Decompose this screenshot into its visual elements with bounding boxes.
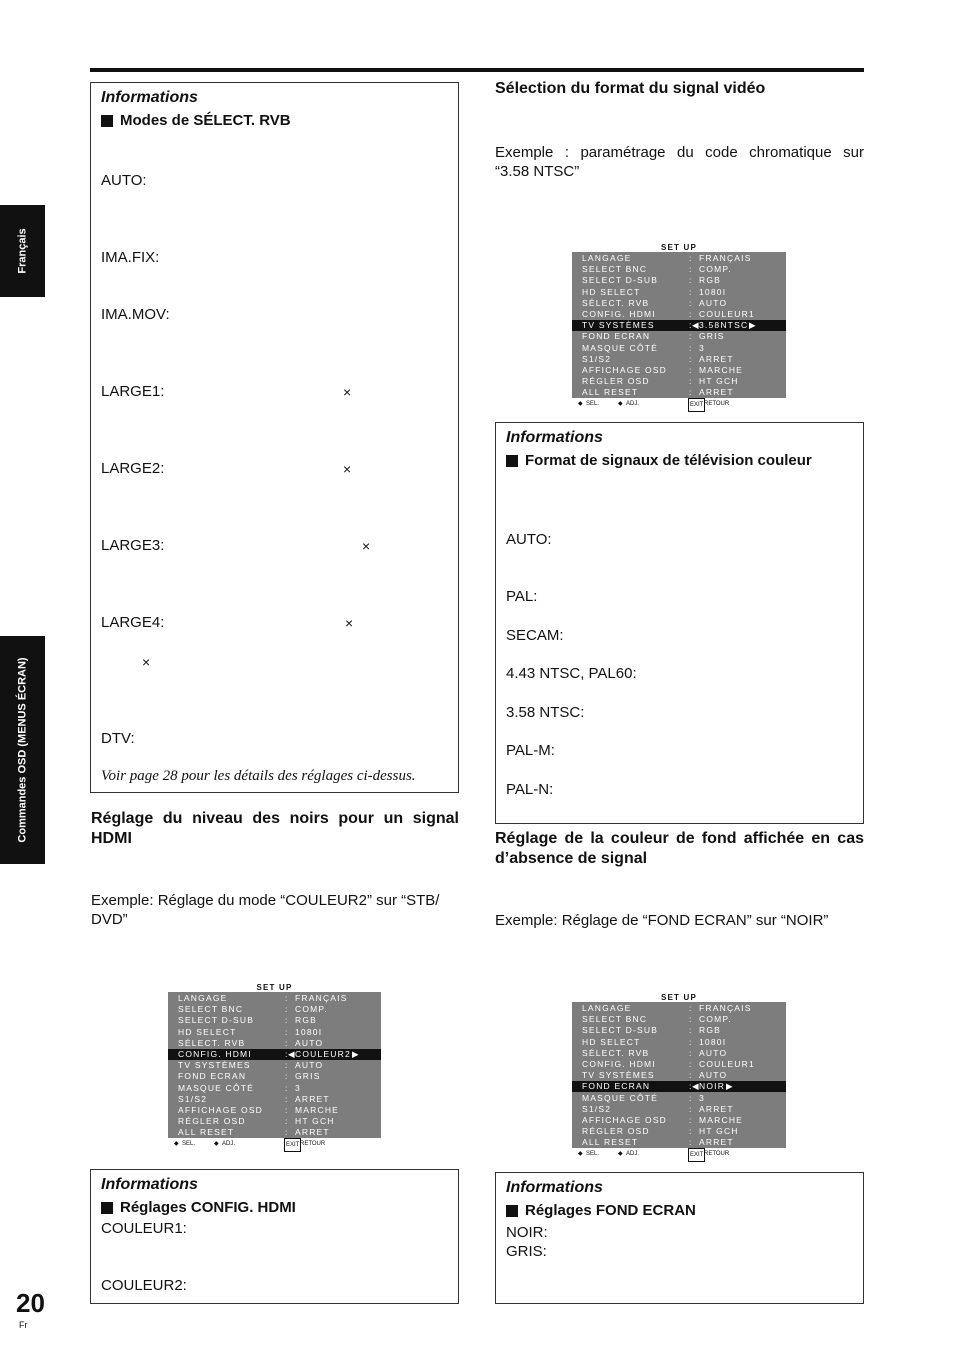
osd-colon: :: [285, 1060, 289, 1071]
osd-row-label: RÉGLER OSD: [582, 376, 650, 387]
osd-row-value: COULEUR2: [295, 1049, 351, 1059]
page-lang: Fr: [19, 1320, 28, 1330]
osd-row-value: RGB: [295, 1015, 318, 1026]
video-heading: Sélection du format du signal vidéo: [495, 80, 766, 97]
hdmi-item-couleur1: COULEUR1:: [101, 1220, 187, 1237]
hdmi-item-couleur2: COULEUR2:: [101, 1277, 187, 1294]
osd-colon: :: [689, 1025, 693, 1036]
osd-row-value: AUTO: [295, 1060, 324, 1071]
osd-row-label: RÉGLER OSD: [178, 1116, 246, 1127]
osd-row: [572, 354, 786, 365]
osd-colon: :: [689, 353, 693, 364]
osd-colon: :: [689, 264, 693, 275]
leftright-arrow-icon: ◆: [214, 1141, 219, 1147]
osd-footer-exit: EXIT: [284, 1138, 301, 1152]
tv-item-palm: PAL-M:: [506, 742, 555, 759]
osd-colon: :: [285, 993, 289, 1003]
osd-row-value: 1080I: [699, 286, 727, 297]
osd-row-value: HT GCH: [295, 1116, 335, 1127]
osd-colon: :: [285, 1082, 289, 1093]
osd-row: [572, 1081, 786, 1092]
osd-row: [168, 1105, 381, 1116]
osd-colon: :: [285, 1015, 289, 1026]
osd-colon: :: [285, 1105, 289, 1115]
info-subtitle-text: Modes de SÉLECT. RVB: [120, 112, 291, 129]
top-rule: [90, 68, 864, 72]
info-title: Informations: [101, 1176, 198, 1193]
osd-row: [168, 1116, 381, 1127]
tv-item-paln: PAL-N:: [506, 781, 554, 798]
osd-row-value: COULEUR1: [699, 1059, 755, 1069]
osd-colon: :: [689, 253, 693, 263]
tv-item-443ntsc: 4.43 NTSC, PAL60:: [506, 665, 637, 682]
osd-row: [572, 343, 786, 354]
square-bullet-icon: [101, 115, 113, 127]
osd-row-value: ARRET: [295, 1093, 330, 1104]
osd-footer-return: RETOUR: [704, 401, 730, 407]
osd-row: [168, 1038, 381, 1049]
osd-colon: :: [689, 1092, 693, 1103]
square-bullet-icon: [506, 455, 518, 467]
side-tab-section: [0, 636, 45, 864]
osd-colon: :: [689, 320, 693, 331]
osd-colon: :: [689, 309, 693, 319]
osd-row-label: LANGAGE: [178, 993, 228, 1003]
osd-row-value: ARRET: [699, 1103, 734, 1114]
osd-colon: :: [689, 387, 693, 398]
square-bullet-icon: [506, 1205, 518, 1217]
rvb-item-large1: LARGE1:: [101, 383, 165, 400]
osd-row-value: GRIS: [699, 331, 725, 342]
osd-row-label: SELECT BNC: [582, 1014, 648, 1025]
osd-row: [572, 1003, 786, 1014]
osd-row-label: TV SYSTÈMES: [582, 320, 655, 331]
osd-arrow-left-icon: ◀: [692, 320, 700, 331]
times-mark: ×: [343, 461, 352, 477]
info-subtitle: [506, 1202, 696, 1219]
osd-row-label: ALL RESET: [582, 387, 639, 398]
osd-colon: :: [689, 1003, 693, 1013]
side-tab-language-label: Français: [16, 228, 29, 274]
osd-row: [572, 1126, 786, 1137]
osd-footer-adj: ADJ.: [222, 1141, 236, 1147]
osd-row-label: SÉLECT. RVB: [178, 1037, 246, 1048]
leftright-arrow-icon: ◆: [618, 1151, 623, 1157]
osd-row-value: COMP.: [295, 1004, 328, 1015]
hdmi-heading-line2: HDMI: [91, 830, 132, 847]
tv-info-box: [495, 422, 864, 824]
osd-footer: [168, 1138, 381, 1150]
osd-footer-exit: EXIT: [688, 398, 705, 412]
osd-footer: [572, 1148, 786, 1160]
bg-heading-line2: d’absence de signal: [495, 850, 648, 867]
osd-row: [168, 1094, 381, 1105]
osd-colon: :: [285, 1026, 289, 1037]
side-tab-language: [0, 205, 45, 297]
osd-row: [168, 1071, 381, 1082]
info-subtitle: [101, 1199, 296, 1216]
osd-row-value: HT GCH: [699, 1126, 739, 1137]
osd-row: [572, 1037, 786, 1048]
osd-row-value: AUTO: [699, 1070, 728, 1081]
times-mark: ×: [343, 384, 352, 400]
osd-row: [572, 1025, 786, 1036]
osd-row: [168, 1004, 381, 1015]
osd-footer-sel: SEL.: [182, 1141, 196, 1147]
video-example-line2: “3.58 NTSC”: [495, 163, 580, 180]
osd-footer-exit: EXIT: [688, 1148, 705, 1162]
video-example-line1: Exemple : paramétrage du code chromatique sur: [495, 144, 864, 161]
osd-row-value: HT GCH: [699, 376, 739, 387]
osd-row-value: RGB: [699, 1025, 722, 1036]
osd-row: [572, 365, 786, 376]
osd-menu-hdmi: [168, 983, 381, 1150]
osd-row-value: AUTO: [295, 1037, 324, 1048]
osd-row: [572, 1104, 786, 1115]
hdmi-info-box: [90, 1169, 459, 1304]
osd-row-label: TV SYSTÈMES: [178, 1060, 251, 1071]
info-title: Informations: [101, 89, 198, 106]
osd-row: [572, 253, 786, 264]
osd-colon: :: [689, 1059, 693, 1069]
osd-row: [572, 298, 786, 309]
rvb-item-large2: LARGE2:: [101, 460, 165, 477]
osd-arrow-left-icon: ◀: [692, 1081, 700, 1092]
osd-row-value: FRANÇAIS: [295, 993, 348, 1003]
osd-row: [168, 1060, 381, 1071]
info-subtitle: [101, 112, 291, 129]
osd-colon: :: [689, 1103, 693, 1114]
osd-row-label: TV SYSTÈMES: [582, 1070, 655, 1081]
osd-row: [572, 1070, 786, 1081]
osd-colon: :: [689, 376, 693, 387]
tv-item-auto: AUTO:: [506, 531, 552, 548]
osd-footer: [572, 398, 786, 410]
osd-row-label: LANGAGE: [582, 1003, 632, 1013]
info-subtitle-text: Réglages CONFIG. HDMI: [120, 1199, 296, 1216]
osd-row-label: S1/S2: [178, 1093, 208, 1104]
osd-row: [572, 1059, 786, 1070]
osd-row-label: S1/S2: [582, 1103, 612, 1114]
osd-row: [572, 1048, 786, 1059]
osd-row-value: 1080I: [699, 1036, 727, 1047]
osd-arrow-right-icon: ▶: [726, 1081, 734, 1092]
osd-row-label: ALL RESET: [582, 1137, 639, 1148]
rvb-info-box: [90, 82, 459, 793]
osd-row: [168, 1127, 381, 1138]
bg-heading-line1: Réglage de la couleur de fond affichée en cas: [495, 830, 864, 847]
osd-row: [572, 376, 786, 387]
osd-row-label: MASQUE CÔTÉ: [582, 342, 659, 353]
osd-colon: :: [689, 286, 693, 297]
tv-item-358ntsc: 3.58 NTSC:: [506, 704, 585, 721]
osd-row-label: HD SELECT: [582, 1036, 641, 1047]
info-title: Informations: [506, 1179, 603, 1196]
osd-colon: :: [285, 1093, 289, 1104]
osd-title: SET UP: [572, 243, 786, 252]
osd-row-value: COMP.: [699, 264, 732, 275]
square-bullet-icon: [101, 1202, 113, 1214]
osd-footer-adj: ADJ.: [626, 401, 640, 407]
osd-row-value: 1080I: [295, 1026, 323, 1037]
osd-row-value: 3: [295, 1082, 301, 1093]
osd-footer-return: RETOUR: [704, 1151, 730, 1157]
osd-row-value: ARRET: [295, 1127, 330, 1138]
osd-row-value: GRIS: [295, 1071, 321, 1082]
osd-row-label: SELECT D-SUB: [582, 275, 659, 286]
bg-example: Exemple: Réglage de “FOND ECRAN” sur “NOIR”: [495, 912, 829, 929]
rvb-item-dtv: DTV:: [101, 730, 135, 747]
osd-row-value: MARCHE: [295, 1105, 340, 1115]
rvb-item-imamov: IMA.MOV:: [101, 306, 170, 323]
osd-colon: :: [689, 1014, 693, 1025]
osd-colon: :: [689, 1070, 693, 1081]
bg-item-noir: NOIR:: [506, 1224, 548, 1241]
osd-row-value: AUTO: [699, 1047, 728, 1058]
osd-colon: :: [689, 297, 693, 308]
osd-colon: :: [689, 1047, 693, 1058]
osd-colon: :: [689, 331, 693, 342]
osd-row-label: FOND ECRAN: [582, 331, 651, 342]
osd-row: [572, 287, 786, 298]
osd-row: [168, 1049, 381, 1060]
osd-row: [168, 993, 381, 1004]
osd-colon: :: [689, 275, 693, 286]
osd-row-label: AFFICHAGE OSD: [582, 365, 668, 375]
osd-menu-bg: [572, 993, 786, 1160]
osd-row-value: ARRET: [699, 387, 734, 398]
info-subtitle-text: Format de signaux de télévision couleur: [525, 452, 812, 469]
osd-row-value: COULEUR1: [699, 309, 755, 319]
osd-arrow-right-icon: ▶: [749, 320, 757, 331]
osd-row-value: AUTO: [699, 297, 728, 308]
updown-arrow-icon: ◆: [174, 1141, 179, 1147]
osd-row-value: FRANÇAIS: [699, 253, 752, 263]
osd-colon: :: [285, 1071, 289, 1082]
osd-row-label: AFFICHAGE OSD: [582, 1115, 668, 1125]
osd-row-label: ALL RESET: [178, 1127, 235, 1138]
osd-row-label: HD SELECT: [178, 1026, 237, 1037]
updown-arrow-icon: ◆: [578, 401, 583, 407]
rvb-note: Voir page 28 pour les détails des réglages ci-dessus.: [101, 768, 416, 784]
osd-row-label: CONFIG. HDMI: [582, 1059, 656, 1069]
osd-row: [572, 264, 786, 275]
osd-row-label: FOND ECRAN: [582, 1081, 651, 1092]
osd-row-value: FRANÇAIS: [699, 1003, 752, 1013]
updown-arrow-icon: ◆: [578, 1151, 583, 1157]
osd-row-label: SELECT BNC: [582, 264, 648, 275]
osd-footer-sel: SEL.: [586, 1151, 600, 1157]
tv-item-secam: SECAM:: [506, 627, 564, 644]
side-tab-section-label: Commandes OSD (MENUS ÉCRAN): [16, 657, 29, 843]
osd-footer-return: RETOUR: [300, 1141, 326, 1147]
osd-row-value: COMP.: [699, 1014, 732, 1025]
osd-row: [572, 1014, 786, 1025]
osd-footer-sel: SEL.: [586, 401, 600, 407]
info-subtitle: [506, 452, 812, 469]
page-number: 20: [16, 1288, 45, 1318]
osd-row: [572, 1093, 786, 1104]
osd-row: [572, 320, 786, 331]
osd-row-label: SELECT D-SUB: [582, 1025, 659, 1036]
rvb-item-large3: LARGE3:: [101, 537, 165, 554]
osd-row: [572, 1115, 786, 1126]
osd-row-label: MASQUE CÔTÉ: [582, 1092, 659, 1103]
rvb-item-auto: AUTO:: [101, 172, 147, 189]
osd-colon: :: [689, 1126, 693, 1137]
osd-colon: :: [689, 1081, 693, 1092]
osd-row-value: MARCHE: [699, 365, 744, 375]
osd-row-value: ARRET: [699, 1137, 734, 1148]
bg-item-gris: GRIS:: [506, 1243, 547, 1260]
osd-row: [572, 309, 786, 320]
osd-colon: :: [285, 1116, 289, 1127]
osd-colon: :: [285, 1004, 289, 1015]
osd-row: [572, 275, 786, 286]
osd-colon: :: [689, 365, 693, 375]
info-subtitle-text: Réglages FOND ECRAN: [525, 1202, 696, 1219]
osd-row-label: SÉLECT. RVB: [582, 297, 650, 308]
osd-row-value: 3.58NTSC: [699, 320, 749, 331]
osd-title: SET UP: [168, 983, 381, 992]
osd-row-label: RÉGLER OSD: [582, 1126, 650, 1137]
osd-row-label: S1/S2: [582, 353, 612, 364]
osd-arrow-left-icon: ◀: [288, 1049, 296, 1059]
osd-row-label: AFFICHAGE OSD: [178, 1105, 264, 1115]
osd-colon: :: [689, 342, 693, 353]
osd-row-value: 3: [699, 342, 705, 353]
osd-row-value: MARCHE: [699, 1115, 744, 1125]
osd-row-label: MASQUE CÔTÉ: [178, 1082, 255, 1093]
osd-row-value: RGB: [699, 275, 722, 286]
osd-colon: :: [689, 1036, 693, 1047]
osd-arrow-right-icon: ▶: [352, 1049, 360, 1059]
osd-colon: :: [285, 1127, 289, 1138]
leftright-arrow-icon: ◆: [618, 401, 623, 407]
osd-colon: :: [689, 1137, 693, 1148]
bg-info-box: [495, 1172, 864, 1304]
hdmi-heading-line1: Réglage du niveau des noirs pour un signal: [91, 810, 459, 827]
osd-menu-video: [572, 243, 786, 410]
osd-title: SET UP: [572, 993, 786, 1002]
osd-row-value: ARRET: [699, 353, 734, 364]
osd-colon: :: [285, 1049, 289, 1059]
osd-row-label: SÉLECT. RVB: [582, 1047, 650, 1058]
times-mark: ×: [345, 615, 354, 631]
osd-row-label: LANGAGE: [582, 253, 632, 263]
osd-row-label: FOND ECRAN: [178, 1071, 247, 1082]
osd-row: [572, 331, 786, 342]
osd-row: [572, 1137, 786, 1148]
hdmi-example: Exemple: Réglage du mode “COULEUR2” sur “STB/ DVD”: [91, 892, 440, 928]
osd-row-label: CONFIG. HDMI: [178, 1049, 252, 1059]
osd-row-value: NOIR: [699, 1081, 726, 1092]
osd-colon: :: [689, 1115, 693, 1125]
rvb-item-large4: LARGE4:: [101, 614, 165, 631]
osd-row-label: SELECT BNC: [178, 1004, 244, 1015]
osd-row-label: SELECT D-SUB: [178, 1015, 255, 1026]
info-title: Informations: [506, 429, 603, 446]
osd-row: [168, 1015, 381, 1026]
osd-row-label: CONFIG. HDMI: [582, 309, 656, 319]
rvb-item-imafix: IMA.FIX:: [101, 249, 160, 266]
times-mark: ×: [142, 654, 151, 670]
osd-colon: :: [285, 1037, 289, 1048]
osd-row: [168, 1083, 381, 1094]
times-mark: ×: [362, 538, 371, 554]
osd-row: [572, 387, 786, 398]
tv-item-pal: PAL:: [506, 588, 538, 605]
osd-row: [168, 1027, 381, 1038]
osd-footer-adj: ADJ.: [626, 1151, 640, 1157]
osd-row-label: HD SELECT: [582, 286, 641, 297]
osd-row-value: 3: [699, 1092, 705, 1103]
